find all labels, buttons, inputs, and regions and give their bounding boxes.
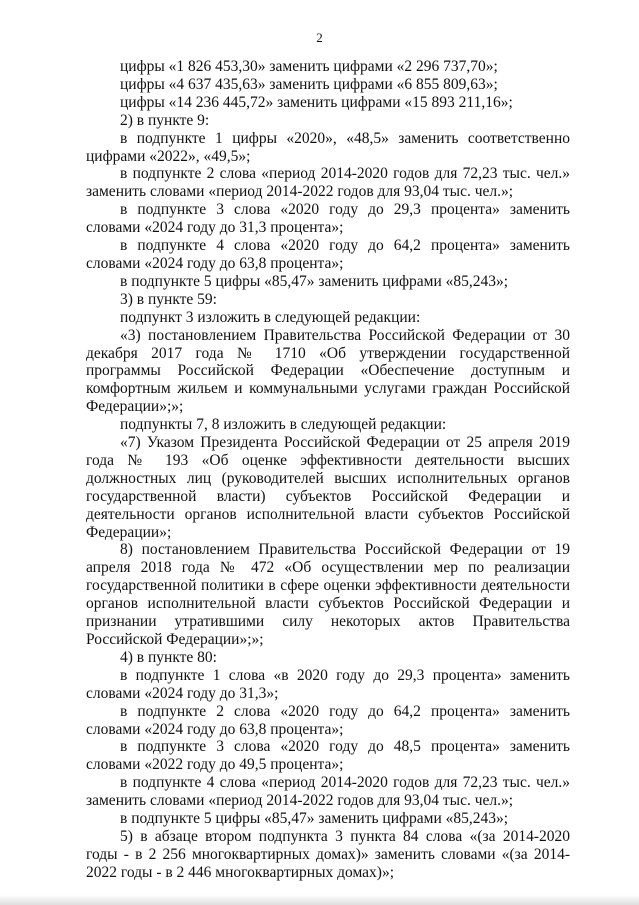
paragraph: в подпункте 2 слова «2020 году до 64,2 процента» заменить словами «2024 году до 63,8 процента»;: [86, 702, 570, 738]
page-number: 2: [316, 30, 323, 45]
paragraph: «7) Указом Президента Российской Федерации от 25 апреля 2019 года № 193 «Об оценке эффективности деятельности высших должностных лиц (руководителей высших исполнительных органов государственной власти) субъектов Российской Федерации и деятельности органов исполнительной власти субъектов Российской Федерации»;: [86, 434, 570, 541]
paragraph: подпункт 3 изложить в следующей редакции:: [120, 308, 421, 326]
paragraph: в подпункте 3 слова «2020 году до 48,5 процента» заменить словами «2022 году до 49,5 процента»;: [86, 738, 570, 774]
paragraph: цифры «14 236 445,72» заменить цифрами «15 893 211,16»;: [120, 93, 513, 111]
paragraph: «3) постановлением Правительства Российской Федерации от 30 декабря 2017 года № 1710 «Об утверждении государственной программы Российской Федерации «Обеспечение доступным и комфортным жильем и коммунальными услугами граждан Российской Федерации»;»;: [86, 326, 570, 416]
paragraph: подпункты 7, 8 изложить в следующей редакции:: [120, 416, 447, 434]
paragraph: 4) в пункте 80:: [120, 648, 217, 666]
document-body: [86, 58, 570, 882]
paragraph: 2) в пункте 9:: [120, 111, 210, 129]
paragraph: в подпункте 3 слова «2020 году до 29,3 процента» заменить словами «2024 году до 31,3 процента»;: [86, 201, 570, 237]
paragraph: 3) в пункте 59:: [120, 290, 217, 308]
page-bottom-edge: [0, 895, 639, 905]
paragraph: в подпункте 1 цифры «2020», «48,5» заменить соответственно цифрами «2022», «49,5»;: [86, 129, 570, 165]
paragraph: в подпункте 5 цифры «85,47» заменить цифрами «85,243»;: [120, 272, 509, 290]
paragraph: в подпункте 4 слова «период 2014-2020 годов для 72,23 тыс. чел.» заменить словами «период 2014-2022 годов для 93,04 тыс. чел.»;: [86, 774, 570, 810]
paragraph: в подпункте 2 слова «период 2014-2020 годов для 72,23 тыс. чел.» заменить словами «период 2014-2022 годов для 93,04 тыс. чел.»;: [86, 165, 570, 201]
paragraph: в подпункте 4 слова «2020 году до 64,2 процента» заменить словами «2024 году до 63,8 процента»;: [86, 237, 570, 272]
paragraph: цифры «1 826 453,30» заменить цифрами «2 296 737,70»;: [120, 58, 498, 75]
paragraph: цифры «4 637 435,63» заменить цифрами «6 855 809,63»;: [120, 75, 498, 93]
paragraph: 8) постановлением Правительства Российской Федерации от 19 апреля 2018 года № 472 «Об осуществлении мер по реализации государственной политики в сфере оценки эффективности деятельности органов исполнительной власти субъектов Российской Федерации и признании утратившими силу некоторых актов Правительства Российской Федерации»;»;: [86, 541, 570, 648]
paragraph: 5) в абзаце втором подпункта 3 пункта 84 слова «(за 2014-2020 годы - в 2 256 многоквартирных домах)» заменить словами «(за 2014-2022 годы - в 2 446 многоквартирных домах)»;: [86, 827, 570, 881]
paragraph: в подпункте 5 цифры «85,47» заменить цифрами «85,243»;: [120, 810, 509, 828]
paragraph: в подпункте 1 слова «в 2020 году до 29,3 процента» заменить словами «2024 году до 31,3»;: [86, 666, 570, 702]
